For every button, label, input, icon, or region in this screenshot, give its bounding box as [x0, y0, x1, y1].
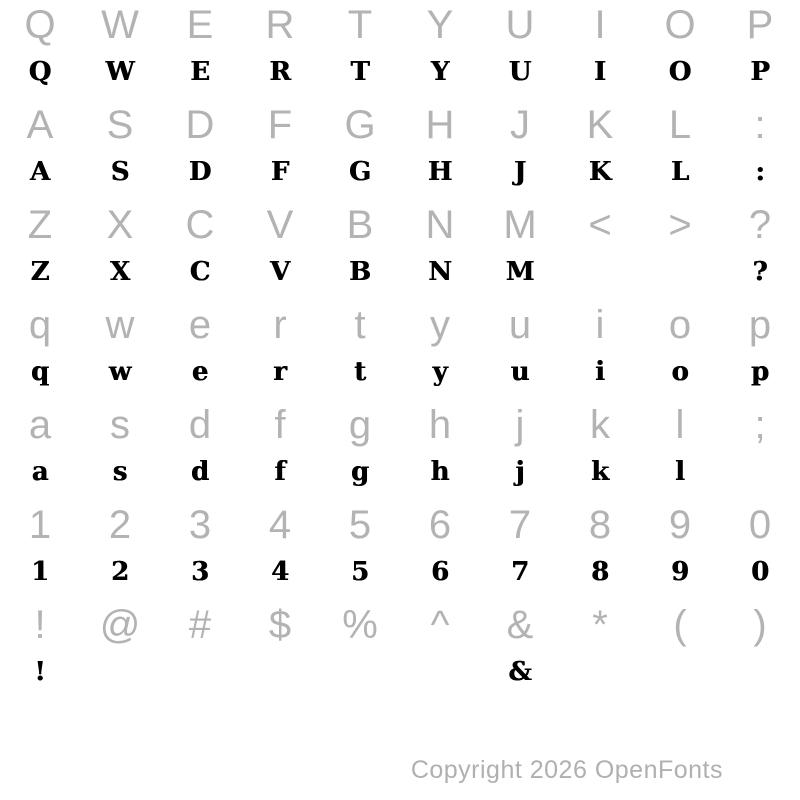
glyph-cell: N	[428, 257, 452, 287]
glyph-cell: H	[427, 157, 453, 187]
glyph-cell: E	[190, 57, 210, 87]
glyph-cell: t	[354, 303, 366, 347]
glyph-cell	[720, 647, 800, 697]
glyph-cell: g	[350, 457, 370, 487]
glyph-row-reference	[0, 600, 800, 650]
glyph-cell: $	[268, 603, 292, 647]
glyph-cell: I	[594, 3, 606, 47]
glyph-cell: U	[508, 57, 532, 87]
glyph-cell: y	[430, 303, 450, 347]
glyph-cell: #	[188, 603, 212, 647]
glyph-row-specimen	[0, 650, 800, 700]
glyph-row-specimen	[0, 150, 800, 200]
glyph-cell: X	[109, 257, 131, 287]
glyph-row-reference	[0, 300, 800, 350]
glyph-cell: h	[430, 457, 450, 487]
glyph-cell	[160, 647, 240, 697]
glyph-row-specimen	[0, 250, 800, 300]
glyph-cell: M	[505, 257, 535, 287]
glyph-cell: s	[112, 457, 128, 487]
glyph-cell: 4	[268, 503, 292, 547]
glyph-cell	[640, 647, 720, 697]
glyph-cell: D	[185, 103, 215, 147]
glyph-cell: V	[266, 203, 294, 247]
glyph-cell: w	[108, 357, 132, 387]
glyph-cell: O	[664, 3, 696, 47]
glyph-cell: R	[269, 57, 291, 87]
glyph-cell: 2	[110, 557, 130, 587]
glyph-cell: (	[673, 603, 687, 647]
glyph-cell: )	[753, 603, 767, 647]
glyph-cell: !	[34, 657, 46, 687]
glyph-cell: 8	[590, 557, 610, 587]
glyph-cell: 4	[270, 557, 290, 587]
glyph-cell: a	[28, 403, 52, 447]
glyph-cell	[80, 647, 160, 697]
glyph-cell: 6	[428, 503, 452, 547]
glyph-cell: y	[432, 357, 448, 387]
glyph-cell: :	[754, 103, 766, 147]
glyph-cell: P	[746, 3, 774, 47]
glyph-cell: f	[274, 403, 286, 447]
glyph-cell: 8	[588, 503, 612, 547]
glyph-cell: Y	[426, 3, 454, 47]
glyph-cell: S	[106, 103, 134, 147]
glyph-cell: p	[748, 303, 772, 347]
glyph-cell: 5	[350, 557, 370, 587]
glyph-cell: !	[34, 603, 46, 647]
glyph-cell: k	[590, 403, 610, 447]
glyph-cell: U	[505, 3, 535, 47]
glyph-row-specimen	[0, 450, 800, 500]
glyph-cell: C	[185, 203, 215, 247]
glyph-cell: 2	[108, 503, 132, 547]
glyph-cell: L	[670, 157, 690, 187]
glyph-cell: G	[344, 103, 376, 147]
glyph-cell: l	[675, 403, 685, 447]
glyph-cell: T	[350, 57, 370, 87]
glyph-cell: K	[588, 157, 612, 187]
glyph-cell: N	[425, 203, 455, 247]
glyph-cell: &	[506, 603, 534, 647]
glyph-cell: ?	[748, 203, 772, 247]
glyph-row-reference	[0, 100, 800, 150]
glyph-cell: Y	[430, 57, 450, 87]
glyph-cell: e	[191, 357, 209, 387]
glyph-cell: J	[513, 157, 527, 187]
glyph-cell: T	[347, 3, 373, 47]
glyph-cell: 5	[348, 503, 372, 547]
glyph-cell	[240, 647, 320, 697]
glyph-cell: r	[273, 303, 287, 347]
glyph-cell: W	[105, 57, 135, 87]
glyph-cell: 0	[748, 503, 772, 547]
glyph-cell: R	[265, 3, 295, 47]
glyph-cell: 1	[30, 557, 50, 587]
glyph-cell: Z	[30, 257, 50, 287]
glyph-cell	[560, 647, 640, 697]
glyph-cell: W	[101, 3, 139, 47]
glyph-cell	[640, 247, 720, 297]
glyph-cell: k	[590, 457, 609, 487]
glyph-cell: 9	[670, 557, 690, 587]
glyph-cell: f	[274, 457, 286, 487]
glyph-cell: 1	[28, 503, 52, 547]
glyph-cell: ?	[752, 257, 768, 287]
glyph-cell: e	[188, 303, 212, 347]
glyph-cell: A	[26, 103, 54, 147]
glyph-cell: 3	[190, 557, 210, 587]
glyph-cell: P	[750, 57, 770, 87]
glyph-cell: <	[588, 203, 612, 247]
glyph-cell: V	[269, 257, 291, 287]
glyph-cell: K	[586, 103, 614, 147]
glyph-cell: t	[353, 357, 366, 387]
glyph-cell: 7	[508, 503, 532, 547]
glyph-cell: %	[342, 603, 378, 647]
glyph-cell: Z	[27, 203, 53, 247]
glyph-row-reference	[0, 500, 800, 550]
glyph-cell: E	[186, 3, 214, 47]
glyph-cell: ^	[430, 603, 450, 647]
glyph-cell: 3	[188, 503, 212, 547]
glyph-row-specimen	[0, 550, 800, 600]
glyph-cell: G	[348, 157, 372, 187]
glyph-cell: X	[106, 203, 134, 247]
glyph-cell: j	[515, 457, 525, 487]
glyph-row-reference	[0, 0, 800, 50]
glyph-cell: g	[348, 403, 372, 447]
glyph-cell: o	[668, 303, 692, 347]
glyph-cell: p	[750, 357, 770, 387]
glyph-cell: B	[346, 203, 374, 247]
glyph-cell: I	[593, 57, 607, 87]
glyph-cell: Q	[24, 3, 56, 47]
glyph-cell: 7	[510, 557, 530, 587]
glyph-cell: d	[190, 457, 210, 487]
glyph-cell: q	[30, 357, 50, 387]
glyph-cell: B	[349, 257, 371, 287]
glyph-cell: u	[508, 303, 532, 347]
glyph-cell: 6	[430, 557, 450, 587]
glyph-cell	[320, 647, 400, 697]
glyph-cell: h	[428, 403, 452, 447]
glyph-row-reference	[0, 200, 800, 250]
glyph-cell: H	[425, 103, 455, 147]
glyph-cell: 0	[750, 557, 770, 587]
glyph-row-specimen	[0, 350, 800, 400]
glyph-cell: *	[592, 603, 608, 647]
glyph-cell: D	[188, 157, 212, 187]
glyph-cell	[560, 247, 640, 297]
glyph-cell: o	[671, 357, 689, 387]
glyph-cell: C	[189, 257, 211, 287]
glyph-cell: F	[267, 103, 293, 147]
glyph-cell: i	[595, 303, 605, 347]
glyph-cell: A	[29, 157, 51, 187]
glyph-row-specimen	[0, 50, 800, 100]
glyph-cell: l	[675, 457, 685, 487]
glyph-cell: S	[110, 157, 130, 187]
glyph-cell	[720, 447, 800, 497]
glyph-cell: 9	[668, 503, 692, 547]
glyph-cell: @	[99, 603, 141, 647]
glyph-cell: >	[668, 203, 692, 247]
glyph-cell: d	[188, 403, 212, 447]
glyph-cell: &	[508, 657, 532, 687]
glyph-cell: M	[503, 203, 537, 247]
glyph-cell: J	[510, 103, 530, 147]
glyph-cell: s	[110, 403, 130, 447]
glyph-cell: i	[595, 357, 605, 387]
glyph-cell	[400, 647, 480, 697]
glyph-cell: Q	[28, 57, 52, 87]
glyph-cell: w	[105, 303, 135, 347]
glyph-cell: O	[668, 57, 692, 87]
glyph-cell: F	[270, 157, 290, 187]
glyph-cell: L	[668, 103, 692, 147]
glyph-cell: r	[273, 357, 287, 387]
copyright-text: Copyright 2026 OpenFonts	[410, 756, 723, 784]
glyph-cell: u	[510, 357, 530, 387]
glyph-cell: a	[31, 457, 49, 487]
glyph-cell: ;	[754, 403, 766, 447]
glyph-cell: :	[755, 157, 765, 187]
glyph-cell: q	[28, 303, 52, 347]
glyph-cell: j	[515, 403, 525, 447]
glyph-row-reference	[0, 400, 800, 450]
